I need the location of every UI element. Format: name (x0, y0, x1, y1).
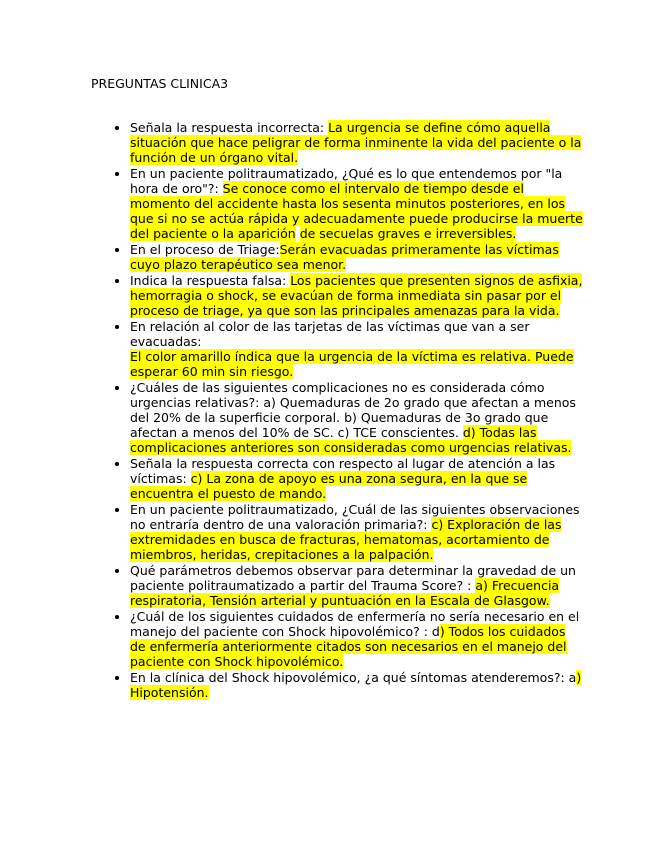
highlighted-answer: Serán evacuadas primeramente las víctimas cuyo plazo terapéutico sea menor. (130, 242, 559, 272)
question-text: Señala la respuesta correcta con respecto al lugar de atención a las víctimas: (130, 456, 556, 486)
document-title: PREGUNTAS CLINICA3 (91, 76, 229, 91)
question-text: En un paciente politraumatizado, ¿Qué es lo que entendemos por "la hora de oro"?: (130, 166, 563, 196)
highlighted-answer: c) Exploración de las extremidades en busca de fracturas, hematomas, acortamiento de miembros, heridas, crepitaciones a la palpación. (130, 517, 562, 562)
question-list (110, 120, 585, 701)
list-item (130, 242, 585, 272)
list-item (130, 670, 585, 700)
list-item (130, 120, 585, 165)
question-text: Señala la respuesta incorrecta: (130, 120, 329, 135)
list-item (130, 563, 585, 608)
highlighted-answer: c) La zona de apoyo es una zona segura, en la que se encuentra el puesto de mando. (130, 471, 528, 501)
highlighted-answer-continued: de secuelas graves e irreversibles. (299, 226, 517, 241)
highlighted-answer: ) Todos los cuidados de enfermería anteriormente citados son necesarios en el manejo del paciente con Shock hipovolémico. (130, 624, 567, 669)
question-text: Indica la respuesta falsa: (130, 273, 291, 288)
list-item (130, 380, 585, 455)
question-text: Qué parámetros debemos observar para determinar la gravedad de un paciente politraumatizado a partir del Trauma Score? : (130, 563, 576, 593)
list-item (130, 456, 585, 501)
highlighted-answer: d) Todas las complicaciones anteriores son consideradas como urgencias relativas. (130, 425, 572, 455)
list-item (130, 166, 585, 241)
list-item (130, 502, 585, 562)
question-text: En relación al color de las tarjetas de las víctimas que van a ser evacuadas: (130, 319, 530, 349)
question-text: En la clínica del Shock hipovolémico, ¿a qué síntomas atenderemos?: a (130, 670, 577, 685)
highlighted-answer: a) Frecuencia respiratoria, Tensión arterial y puntuación en la Escala de Glasgow. (130, 578, 560, 608)
list-item (130, 319, 585, 379)
question-text: En un paciente politraumatizado, ¿Cuál de las siguientes observaciones no entraría dentro de una valoración primaria?: (130, 502, 580, 532)
highlighted-answer: ) Hipotensión. (130, 670, 582, 700)
question-text: ¿Cuál de los siguientes cuidados de enfermería no sería necesario en el manejo del paciente con Shock hipovolémico? : d (130, 609, 580, 639)
highlighted-answer: Se conoce como el intervalo de tiempo desde el momento del accidente hasta los sesenta minutos posteriores, en los que si no se actúa rápida y adecuadamente puede producirse la muerte del paciente o la aparición (130, 181, 583, 241)
highlighted-answer: El color amarillo índica que la urgencia de la víctima es relativa. Puede esperar 60 min sin riesgo. (130, 349, 574, 379)
list-item (130, 273, 585, 318)
question-text: ¿Cuáles de las siguientes complicaciones no es considerada cómo urgencias relativas?: a) Quemaduras de 2o grado que afectan a menos del 20% de la superficie corporal. b) Quemaduras de 3o grado que afectan a menos del 10% de SC. c) TCE conscientes. (130, 380, 576, 440)
question-text: En el proceso de Triage: (130, 242, 280, 257)
list-item (130, 609, 585, 669)
highlighted-answer: Los pacientes que presenten signos de asfixia, hemorragia o shock, se evacúan de forma inmediata sin pasar por el proceso de triage, ya que son las principales amenazas para la vida. (130, 273, 583, 318)
highlighted-answer: La urgencia se define cómo aquella situación que hace peligrar de forma inminente la vida del paciente o la función de un órgano vital. (130, 120, 582, 165)
